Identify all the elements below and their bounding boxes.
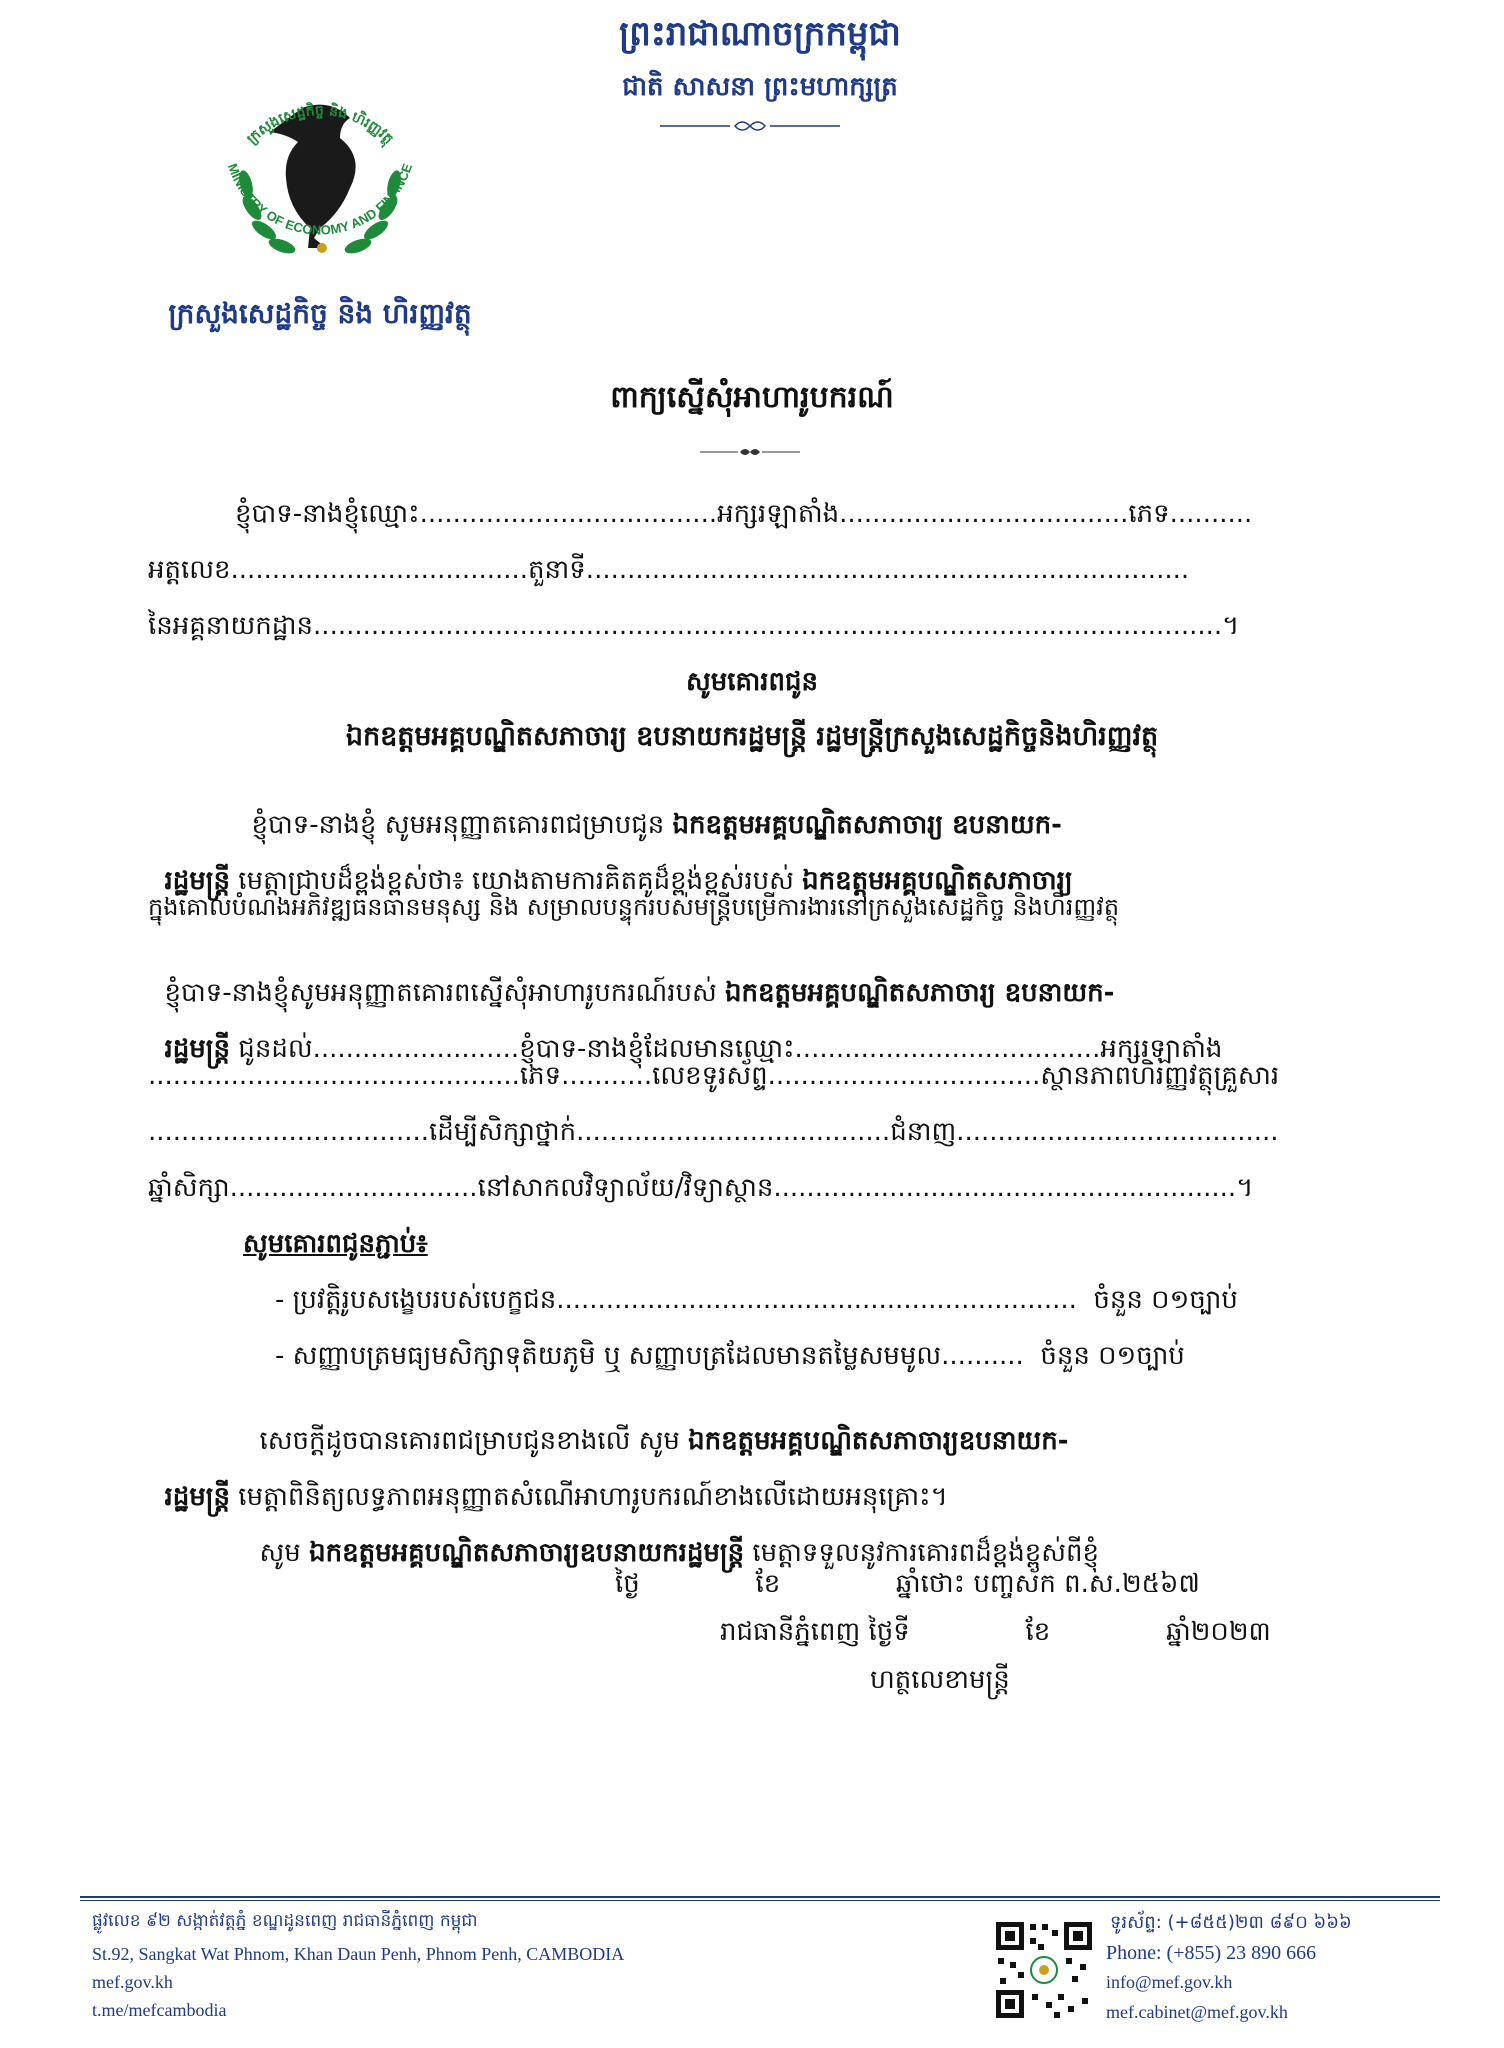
ornament-divider-icon: [660, 118, 840, 134]
footer-address-en: St.92, Sangkat Wat Phnom, Khan Daun Penh, Phnom Penh, CAMBODIA: [92, 1944, 625, 1964]
body-text: សេចក្តីដូចបានគោរពជម្រាបជូនខាងលើ សូម: [259, 1425, 689, 1456]
applicant-name-line: ខ្ញុំបាទ-នាងខ្ញុំឈ្មោះ....................................អក្សរឡាតាំង...................................ភេទ..........: [235, 499, 1253, 529]
body-line-7: ..................................ដើម្បីសិក្សាថ្នាក់......................................ជំនាញ.......................................: [148, 1117, 1279, 1147]
body-bold-text: រដ្ឋមន្ត្រី: [164, 1033, 231, 1064]
body-bold-text: រដ្ឋមន្ត្រី: [164, 865, 231, 896]
footer-website-link[interactable]: mef.gov.kh: [92, 1972, 173, 1992]
body-line-4: [148, 950, 1114, 1007]
body-text: មេត្តាទទួលនូវការគោរពដ៏ខ្ពង់ខ្ពស់ពីខ្ញុំ: [744, 1537, 1099, 1568]
body-text: មេត្តាជ្រាបដ៏ខ្ពង់ខ្ពស់ថា៖ យោងតាមការគិតគូដ៏ខ្ពង់ខ្ពស់របស់: [230, 865, 803, 896]
salutation-heading: សូមគោរពជូន: [685, 667, 819, 697]
attachment-item: - សញ្ញាបត្រមធ្យមសិក្សាទុតិយភូមិ ឬ សញ្ញាបត្រដែលមានតម្លៃសមមូល.......... ចំនួន ០១ច្បាប់: [275, 1341, 1185, 1371]
body-line-8: ឆ្នាំសិក្សា..............................នៅសាកលវិទ្យាល័យ/វិទ្យាស្ថាន........................................................។: [148, 1173, 1254, 1203]
closing-line-2: [148, 1454, 948, 1511]
footer-email-cabinet-link[interactable]: mef.cabinet@mef.gov.kh: [1106, 2002, 1288, 2022]
logo-ring-text-en: MINISTRY OF ECONOMY AND FINANCE: [224, 161, 416, 238]
attachments-heading: សូមគោរពជូនភ្ជាប់៖: [243, 1229, 428, 1259]
closing-line-3: [243, 1510, 1099, 1567]
body-text: សូម: [259, 1537, 310, 1568]
solar-date-line: រាជធានីភ្នំពេញ ថ្ងៃទី ខែ ឆ្នាំ២០២៣: [720, 1617, 1271, 1647]
body-bold-text: រដ្ឋមន្ត្រី: [164, 1481, 231, 1512]
footer-phone-kh: ទូរស័ព្ទ: (+៨៥៥)២៣ ៨៩០ ៦៦៦: [1110, 1912, 1352, 1933]
body-line-5: [148, 1006, 1222, 1063]
qr-code-icon: [992, 1918, 1096, 2022]
footer-email-link[interactable]: info@mef.gov.kh: [1106, 1972, 1233, 1992]
body-bold-text: ឯកឧត្តមអគ្គបណ្ឌិតសភាចារ្យឧបនាយករដ្ឋមន្ត្រី: [309, 1537, 745, 1568]
ministry-logo: [190, 38, 450, 298]
body-text: ខ្ញុំបាទ-នាងខ្ញុំសូមអនុញ្ញាតគោរពស្នើសុំអាហារូបករណ៍របស់: [164, 977, 726, 1008]
department-line: នៃអគ្គនាយកដ្ឋាន..............................................................................................................។: [148, 611, 1240, 641]
attachment-item: - ប្រវត្តិរូបសង្ខេបរបស់បេក្ខជន............................................................... ចំនួន ០១ច្បាប់: [275, 1285, 1238, 1315]
body-text: ខ្ញុំបាទ-នាងខ្ញុំ សូមអនុញ្ញាតគោរពជម្រាបជូន: [251, 809, 673, 840]
footer-telegram-link[interactable]: t.me/mefcambodia: [92, 2000, 227, 2020]
salutation-recipient: ឯកឧត្តមអគ្គបណ្ឌិតសភាចារ្យ ឧបនាយករដ្ឋមន្ត្រី រដ្ឋមន្ត្រីក្រសួងសេដ្ឋកិច្ចនិងហិរញ្ញវត្ថុ: [345, 721, 1159, 752]
body-line-3: ក្នុងគោលបំណងអភិវឌ្ឍធនធានមនុស្ស និង សម្រាលបន្ទុករបស់មន្ត្រីបម្រើការងារនៅក្រសួងសេដ្ឋកិច្ច និងហិរញ្ញវត្ថុ: [148, 893, 1120, 921]
footer-address-kh: ផ្លូវលេខ ៩២ សង្កាត់វត្តភ្នំ ខណ្ឌដូនពេញ រាជធានីភ្នំពេញ កម្ពុជា: [92, 1911, 478, 1931]
logo-ring-text-kh: ក្រសួងសេដ្ឋកិច្ច និង ហិរញ្ញវត្ថុ: [243, 103, 397, 148]
body-bold-text: ឯកឧត្តមអគ្គបណ្ឌិតសភាចារ្យឧបនាយក-: [688, 1425, 1069, 1456]
footer-phone-en: Phone: (+855) 23 890 666: [1106, 1942, 1317, 1964]
employee-id-line: អត្តលេខ....................................តួនាទី.........................................................................: [148, 555, 1190, 585]
body-text: មេត្តាពិនិត្យលទ្ធភាពអនុញ្ញាតសំណើអាហារូបករណ៍ខាងលើដោយអនុគ្រោះ។: [230, 1481, 948, 1512]
body-bold-text: ឯកឧត្តមអគ្គបណ្ឌិតសភាចារ្យ ឧបនាយក-: [672, 809, 1062, 840]
body-line-6: .............................................ភេទ...........លេខទូរស័ព្ទ.................................ស្ថានភាពហិរញ្ញវត្ថុគ្រួសារ: [148, 1061, 1280, 1091]
signature-label: ហត្ថលេខាមន្ត្រី: [870, 1665, 1010, 1695]
footer-divider: [80, 1896, 1440, 1898]
body-bold-text: ឯកឧត្តមអគ្គបណ្ឌិតសភាចារ្យ: [802, 865, 1073, 896]
closing-line-1: [243, 1398, 1069, 1455]
footer-divider: [80, 1900, 1440, 1901]
kingdom-title: ព្រះរាជាណាចក្រកម្ពុជា: [619, 14, 901, 54]
form-title: ពាក្យស្នើសុំអាហារូបករណ៍: [610, 380, 894, 415]
body-bold-text: ឯកឧត្តមអគ្គបណ្ឌិតសភាចារ្យ ឧបនាយក-: [725, 977, 1115, 1008]
body-text: ជូនដល់.........................ខ្ញុំបាទ-នាងខ្ញុំដែលមានឈ្មោះ.....................................អក្សរឡាតាំង: [230, 1033, 1223, 1064]
ministry-name: ក្រសួងសេដ្ឋកិច្ច និង ហិរញ្ញវត្ថុ: [168, 297, 472, 330]
lunar-date-line: ថ្ងៃ ខែ ឆ្នាំថោះ បញ្ចស័ក ព.ស.២៥៦៧: [615, 1569, 1200, 1599]
body-line-1: [235, 782, 1062, 839]
national-motto: ជាតិ សាសនា ព្រះមហាក្សត្រ: [622, 72, 898, 102]
body-line-2: [148, 838, 1073, 895]
title-ornament-icon: [700, 446, 800, 458]
